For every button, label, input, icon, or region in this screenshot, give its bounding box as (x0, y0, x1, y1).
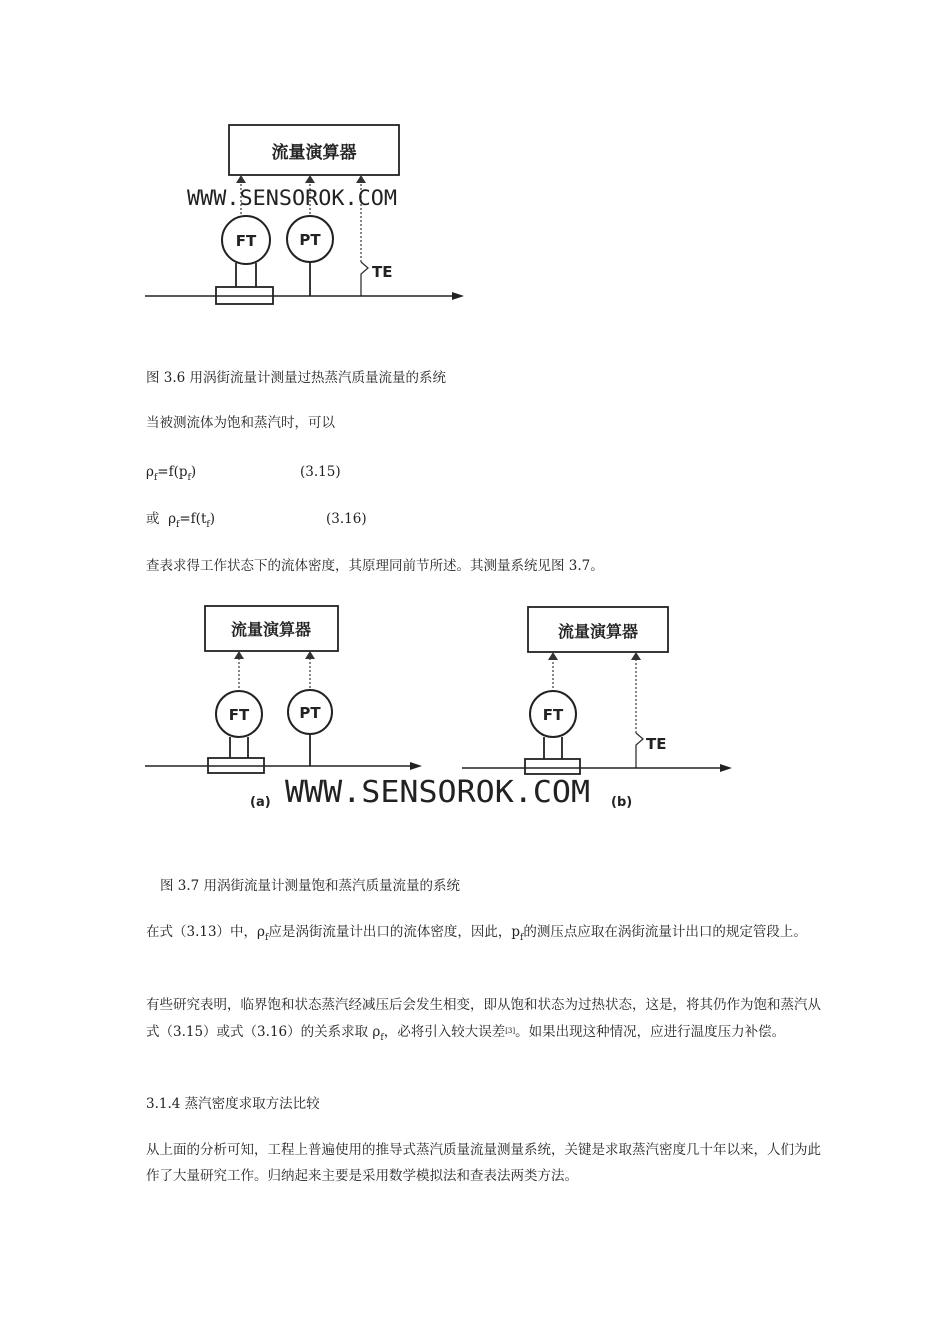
eq2-rho: ρ (168, 511, 177, 527)
watermark-1: WWW.SENSOROK.COM (187, 186, 397, 210)
para4-citation: [3] (505, 1027, 516, 1035)
ft-label-b: FT (542, 706, 564, 724)
eq1-end: ) (190, 464, 197, 480)
eq2-mid: =f(t (179, 511, 207, 527)
para4-sub1: f (380, 1033, 384, 1043)
paragraph-measurement-point (146, 919, 821, 951)
eq2-prefix: 或 (146, 511, 160, 527)
flow-arrow-b (720, 764, 732, 772)
watermark-2: WWW.SENSOROK.COM (285, 775, 590, 810)
flow-computer-label-b: 流量演算器 (557, 622, 639, 641)
eq2-rho-sub: f (176, 520, 180, 530)
ft-label: FT (235, 232, 257, 250)
ft-label-a: FT (228, 706, 250, 724)
eq1-rho: ρ (146, 464, 154, 480)
para3-part2: 应是涡街流量计出口的流体密度，因此，p (268, 924, 520, 940)
te-label: TE (372, 263, 393, 281)
flow-arrow-a (410, 762, 422, 770)
eq2-mid-sub: f (206, 520, 210, 530)
para3-part1: 在式（3.13）中，ρ (146, 924, 265, 940)
flow-computer-label-a: 流量演算器 (230, 620, 312, 639)
para3-sub2: f (520, 933, 524, 943)
te-label-b: TE (646, 735, 667, 753)
paragraph-lookup-table: 查表求得工作状态下的流体密度，其原理同前节所述。其测量系统见图 3.7。 (146, 558, 604, 574)
label-b: (b) (611, 795, 633, 810)
section-heading-3-1-4: 3.1.4 蒸汽密度求取方法比较 (146, 1096, 320, 1112)
figure-3-7-caption: 图 3.7 用涡街流量计测量饱和蒸汽质量流量的系统 (160, 878, 461, 894)
eq1-mid: =f(p (157, 464, 188, 480)
para3-part3: 的测压点应取在涡街流量计出口的规定管段上。 (523, 924, 807, 940)
para4-part3: 。如果出现这种情况，应进行温度压力补偿。 (515, 1024, 786, 1040)
paragraph-phase-change (146, 992, 821, 1051)
para3-sub1: f (265, 933, 269, 943)
pt-label: PT (299, 231, 321, 249)
label-a: (a) (250, 795, 271, 810)
pt-label-a: PT (299, 704, 321, 722)
vortex-meter-body-b (525, 759, 580, 774)
eq2-end: ) (209, 511, 215, 527)
equation-3-15-number: (3.15) (300, 464, 341, 480)
figure-3-6-caption: 图 3.6 用涡街流量计测量过热蒸汽质量流量的系统 (146, 370, 447, 386)
equation-3-16-number: (3.16) (326, 511, 367, 527)
paragraph-saturated-steam: 当被测流体为饱和蒸汽时，可以 (146, 415, 335, 431)
para4-part2: ，必将引入较大误差 (383, 1024, 506, 1040)
eq1-rho-sub: f (153, 473, 158, 483)
flow-computer-label: 流量演算器 (271, 143, 357, 163)
para4-part1: 有些研究表明，临界饱和状态蒸汽经减压后会发生相变，即从饱和状态为过热状态，这是，将其仍作为饱和蒸汽从式（3.15）或式（3.16）的关系求取 ρ (146, 997, 821, 1040)
eq1-mid-sub: f (187, 473, 191, 483)
paragraph-density-methods: 从上面的分析可知，工程上普遍使用的推导式蒸汽质量流量测量系统，关键是求取蒸汽密度几十年以来，人们为此作了大量研究工作。归纳起来主要是采用数学模拟法和查表法两类方法。 (146, 1142, 821, 1184)
